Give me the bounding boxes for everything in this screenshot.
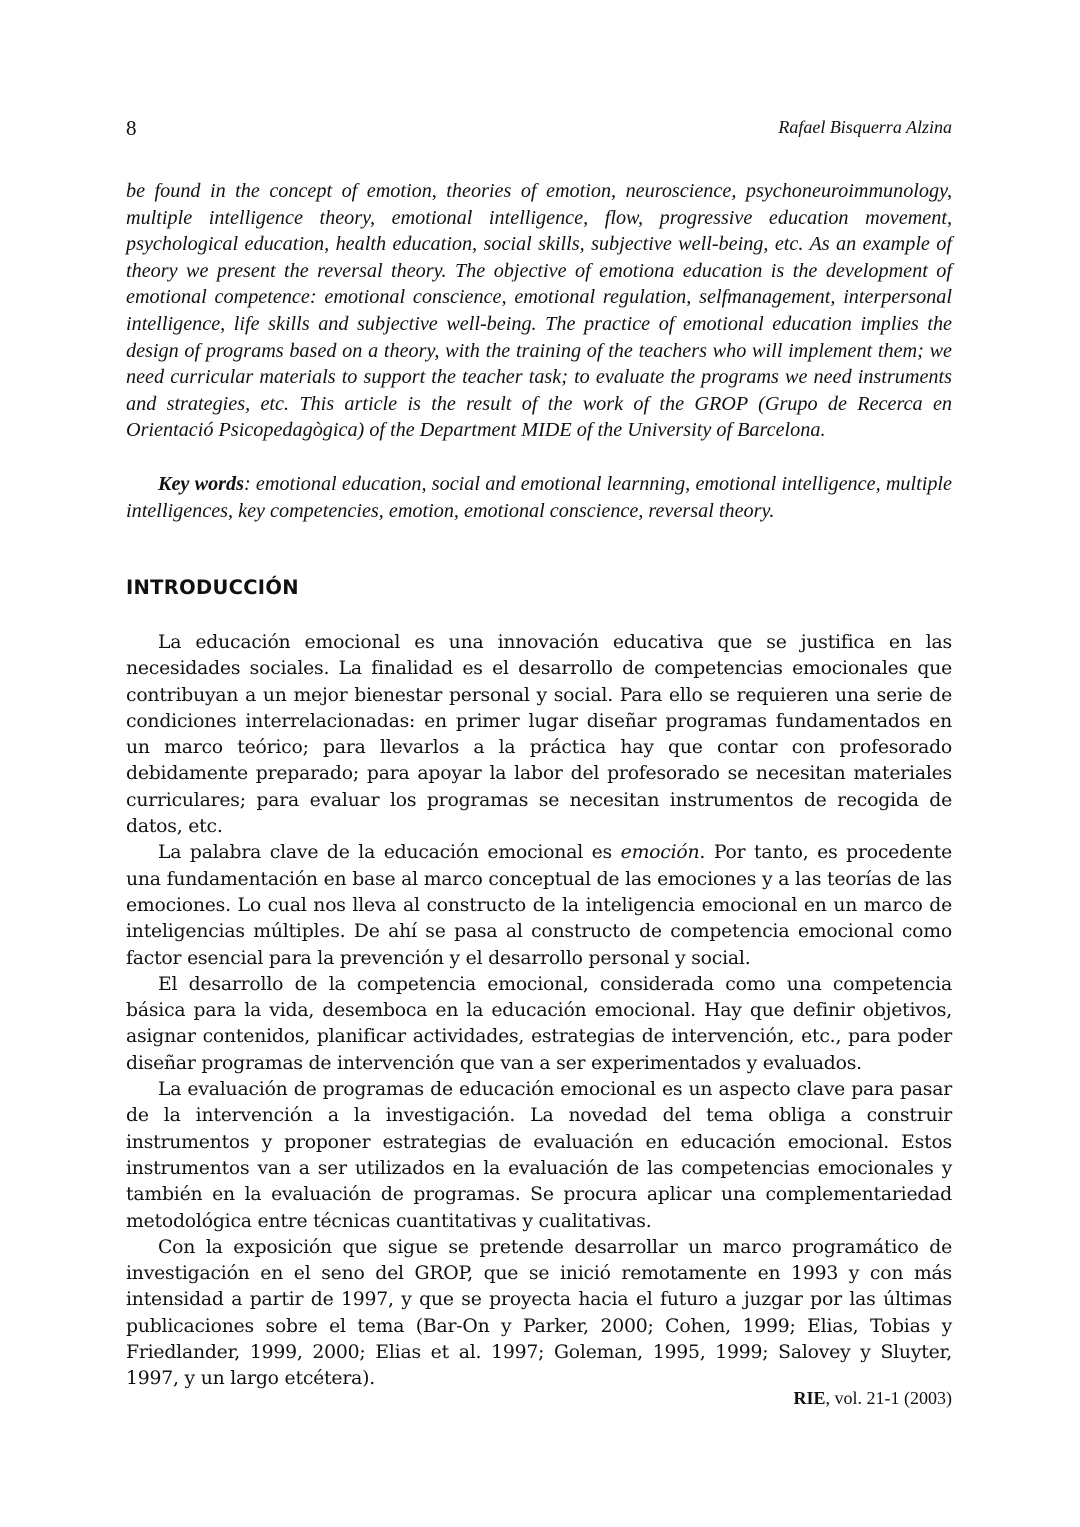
section-heading: INTRODUCCIÓN [126, 576, 299, 599]
journal-name: RIE [793, 1388, 826, 1408]
keywords-label: Key words [158, 473, 244, 495]
paragraph-4: La evaluación de programas de educación emocional es un aspecto clave para pasar de la intervención a la investigación. La novedad del tema obliga a construir instrumentos y proponer estrategias de evaluación en educación emocional. Estos instrumentos van a ser utilizados en la evaluación de las competencias emocionales y también en la evaluación de programas. Se procura aplicar una complementariedad metodológica entre técnicas cuantitativas y cualitativas. [126, 1079, 952, 1232]
running-header-author: Rafael Bisquerra Alzina [778, 117, 952, 137]
section-body [126, 630, 952, 1393]
paragraph-3: El desarrollo de la competencia emocional, considerada como una competencia básica para la vida, desemboca en la educación emocional. Hay que definir objetivos, asignar contenidos, planificar actividades, estrategias de intervención, etc., para poder diseñar programas de intervención que van a ser experimentados y evaluados. [126, 973, 952, 1074]
keywords-text: : emotional education, social and emotional learnning, emotional intelligence, multiple intelligences, key competencies, emotion, emotional conscience, reversal theory. [126, 473, 953, 522]
paragraph-1: La educación emocional es una innovación educativa que se justifica en las necesidades sociales. La finalidad es el desarrollo de competencias emocionales que contribuyan a un mejor bienestar personal y social. Para ello se requieren una serie de condiciones interrelacionadas: en primer lugar diseñar programas fundamentados en un marco teórico; para llevarlos a la práctica hay que contar con profesorado debidamente preparado; para apoyar la labor del profesorado se necesitan materiales curriculares; para evaluar los programas se necesitan instrumentos de recogida de datos, etc. [126, 632, 952, 838]
paragraph-2-end: . Por tanto, es procedente una fundamentación en base al marco conceptual de las emociones y a las teorías de las emociones. Lo cual nos lleva al constructo de la inteligencia emocional en un marco de inteligencias múltiples. De ahí se pasa al constructo de competencia emocional como factor esencial para la prevención y el desarrollo personal y social. [126, 842, 952, 969]
paragraph-2 [126, 840, 952, 971]
paragraph-5: Con la exposición que sigue se pretende desarrollar un marco programático de investigación en el seno del GROP, que se inició remotamente en 1993 y con más intensidad a partir de 1997, y que se proyecta hacia el futuro a juzgar por las últimas publicaciones sobre el tema (Bar-On y Parker, 2000; Cohen, 1999; Elias, Tobias y Friedlander, 1999, 2000; Elias et al. 1997; Goleman, 1995, 1999; Salovey y Sluyter, 1997, y un largo etcétera). [126, 1236, 952, 1390]
journal-volume: , vol. 21-1 (2003) [825, 1388, 952, 1408]
abstract-text: be found in the concept of emotion, theories of emotion, neuroscience, psychoneuroimmunology, multiple intelligence theory, emotional intelligence, flow, progressive education movement, psychological education, health education, social skills, subjective well-being, etc. As an example of theory we present the reversal theory. The objective of emotiona education is the development of emotional competence: emotional conscience, emotional regulation, selfmanagement, interpersonal intelligence, life skills and subjective well-being. The practice of emotional education implies the design of programs based on a theory, with the training of the teachers who will implement them; we need curricular materials to support the teacher task; to evaluate the programs we need instruments and strategies, etc. This article is the result of the work of the GROP (Grupo de Recerca en Orientació Psicopedagògica) of the Department MIDE of the University of Barcelona. [126, 180, 952, 442]
journal-footer [794, 1388, 953, 1409]
keywords-paragraph [126, 471, 952, 524]
page-number: 8 [126, 116, 137, 140]
paragraph-2-start: La palabra clave de la educación emocional es [158, 842, 621, 864]
emphasized-term: emoción [620, 842, 700, 864]
